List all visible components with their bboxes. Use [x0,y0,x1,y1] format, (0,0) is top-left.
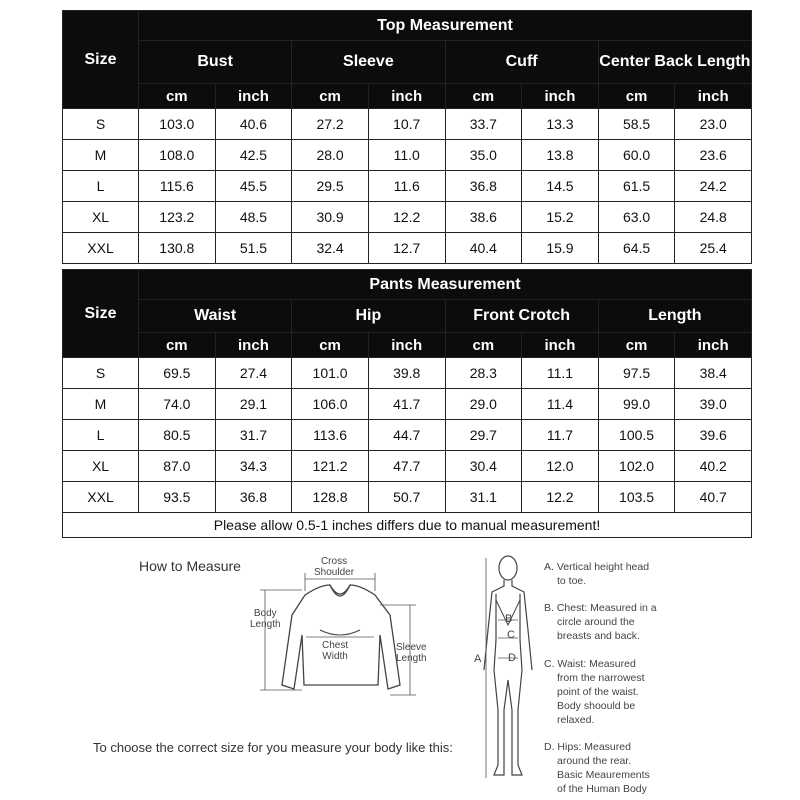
value-cell: 39.6 [675,420,752,451]
value-cell: 130.8 [139,233,216,264]
value-cell: 64.5 [598,233,675,264]
value-cell: 36.8 [215,482,292,513]
unit-header: inch [215,333,292,358]
size-cell: L [63,420,139,451]
value-cell: 10.7 [368,109,445,140]
size-cell: L [63,171,139,202]
value-cell: 11.7 [522,420,599,451]
top-measurement-table [62,10,752,264]
value-cell: 123.2 [139,202,216,233]
table-row [63,109,752,140]
table-row [63,482,752,513]
table-row [63,202,752,233]
value-cell: 106.0 [292,389,369,420]
value-cell: 36.8 [445,171,522,202]
value-cell: 100.5 [598,420,675,451]
value-cell: 15.9 [522,233,599,264]
body-length-label: Body Length [250,608,281,630]
value-cell: 30.9 [292,202,369,233]
value-cell: 97.5 [598,358,675,389]
value-cell: 30.4 [445,451,522,482]
size-cell: XXL [63,482,139,513]
unit-header: cm [139,84,216,109]
value-cell: 39.0 [675,389,752,420]
value-cell: 28.3 [445,358,522,389]
size-cell: M [63,140,139,171]
value-cell: 13.8 [522,140,599,171]
value-cell: 23.0 [675,109,752,140]
size-cell: XXL [63,233,139,264]
value-cell: 58.5 [598,109,675,140]
value-cell: 12.2 [522,482,599,513]
value-cell: 27.4 [215,358,292,389]
value-cell: 61.5 [598,171,675,202]
size-cell: XL [63,202,139,233]
value-cell: 11.4 [522,389,599,420]
unit-header: inch [675,333,752,358]
value-cell: 51.5 [215,233,292,264]
value-cell: 102.0 [598,451,675,482]
value-cell: 103.0 [139,109,216,140]
value-cell: 63.0 [598,202,675,233]
legend-d: D. Hips: Measured around the rear. Basic Meaurements of the Human Body [544,741,650,795]
value-cell: 29.5 [292,171,369,202]
table-title: Pants Measurement [139,270,752,300]
unit-header: inch [522,84,599,109]
value-cell: 128.8 [292,482,369,513]
unit-header: inch [675,84,752,109]
size-header: Size [63,11,139,109]
value-cell: 29.0 [445,389,522,420]
value-cell: 15.2 [522,202,599,233]
value-cell: 60.0 [598,140,675,171]
how-to-measure-title: How to Measure [139,558,241,574]
table-row [63,451,752,482]
value-cell: 29.7 [445,420,522,451]
column-group-header: Center Back Length [598,41,751,84]
unit-header: inch [368,84,445,109]
legend-a: A. Vertical height head to toe. [544,561,650,587]
figure-letter-b: B [505,613,513,625]
size-cell: XL [63,451,139,482]
value-cell: 99.0 [598,389,675,420]
value-cell: 115.6 [139,171,216,202]
column-group-header: Length [598,300,751,333]
value-cell: 80.5 [139,420,216,451]
value-cell: 29.1 [215,389,292,420]
unit-header: inch [215,84,292,109]
size-cell: S [63,109,139,140]
column-group-header: Bust [139,41,292,84]
table-row [63,358,752,389]
unit-header: cm [598,333,675,358]
value-cell: 50.7 [368,482,445,513]
value-cell: 11.6 [368,171,445,202]
value-cell: 40.2 [675,451,752,482]
unit-header: cm [445,84,522,109]
value-cell: 103.5 [598,482,675,513]
unit-header: inch [522,333,599,358]
value-cell: 44.7 [368,420,445,451]
value-cell: 40.6 [215,109,292,140]
table-title: Top Measurement [139,11,752,41]
value-cell: 12.2 [368,202,445,233]
unit-header: cm [292,84,369,109]
figure-letter-d: D [508,652,516,664]
value-cell: 31.1 [445,482,522,513]
unit-header: cm [598,84,675,109]
value-cell: 47.7 [368,451,445,482]
value-cell: 11.1 [522,358,599,389]
value-cell: 74.0 [139,389,216,420]
measure-instruction: To choose the correct size for you measure your body like this: [93,740,453,755]
value-cell: 113.6 [292,420,369,451]
size-cell: M [63,389,139,420]
value-cell: 12.7 [368,233,445,264]
value-cell: 24.8 [675,202,752,233]
value-cell: 108.0 [139,140,216,171]
legend-c: C. Waist: Measured from the narrowest point of the waist. Body shoould be relaxed. [544,658,645,726]
value-cell: 12.0 [522,451,599,482]
unit-header: cm [292,333,369,358]
value-cell: 38.6 [445,202,522,233]
table-row [63,389,752,420]
value-cell: 11.0 [368,140,445,171]
value-cell: 24.2 [675,171,752,202]
table-row [63,140,752,171]
value-cell: 35.0 [445,140,522,171]
value-cell: 28.0 [292,140,369,171]
size-header: Size [63,270,139,358]
legend-b: B. Chest: Measured in a circle around the breasts and back. [544,602,657,642]
value-cell: 87.0 [139,451,216,482]
value-cell: 40.4 [445,233,522,264]
table-row [63,171,752,202]
value-cell: 48.5 [215,202,292,233]
figure-letter-c: C [507,629,515,641]
column-group-header: Front Crotch [445,300,598,333]
value-cell: 93.5 [139,482,216,513]
value-cell: 23.6 [675,140,752,171]
unit-header: cm [445,333,522,358]
figure-letter-a: A [474,653,482,665]
unit-header: cm [139,333,216,358]
value-cell: 27.2 [292,109,369,140]
value-cell: 121.2 [292,451,369,482]
value-cell: 34.3 [215,451,292,482]
value-cell: 39.8 [368,358,445,389]
value-cell: 25.4 [675,233,752,264]
column-group-header: Hip [292,300,445,333]
size-cell: S [63,358,139,389]
measurement-note: Please allow 0.5-1 inches differs due to manual measurement! [63,513,752,538]
chest-width-label: Chest Width [322,640,349,662]
column-group-header: Sleeve [292,41,445,84]
cross-shoulder-label: Cross Shoulder [314,556,355,578]
value-cell: 13.3 [522,109,599,140]
table-row [63,420,752,451]
body-figure [470,550,540,790]
value-cell: 41.7 [368,389,445,420]
table-row [63,233,752,264]
value-cell: 14.5 [522,171,599,202]
value-cell: 69.5 [139,358,216,389]
value-cell: 40.7 [675,482,752,513]
value-cell: 33.7 [445,109,522,140]
value-cell: 38.4 [675,358,752,389]
value-cell: 101.0 [292,358,369,389]
column-group-header: Cuff [445,41,598,84]
value-cell: 31.7 [215,420,292,451]
value-cell: 32.4 [292,233,369,264]
unit-header: inch [368,333,445,358]
value-cell: 42.5 [215,140,292,171]
pants-measurement-table [62,269,752,538]
value-cell: 45.5 [215,171,292,202]
column-group-header: Waist [139,300,292,333]
sleeve-length-label: Sleeve Length [396,642,427,664]
